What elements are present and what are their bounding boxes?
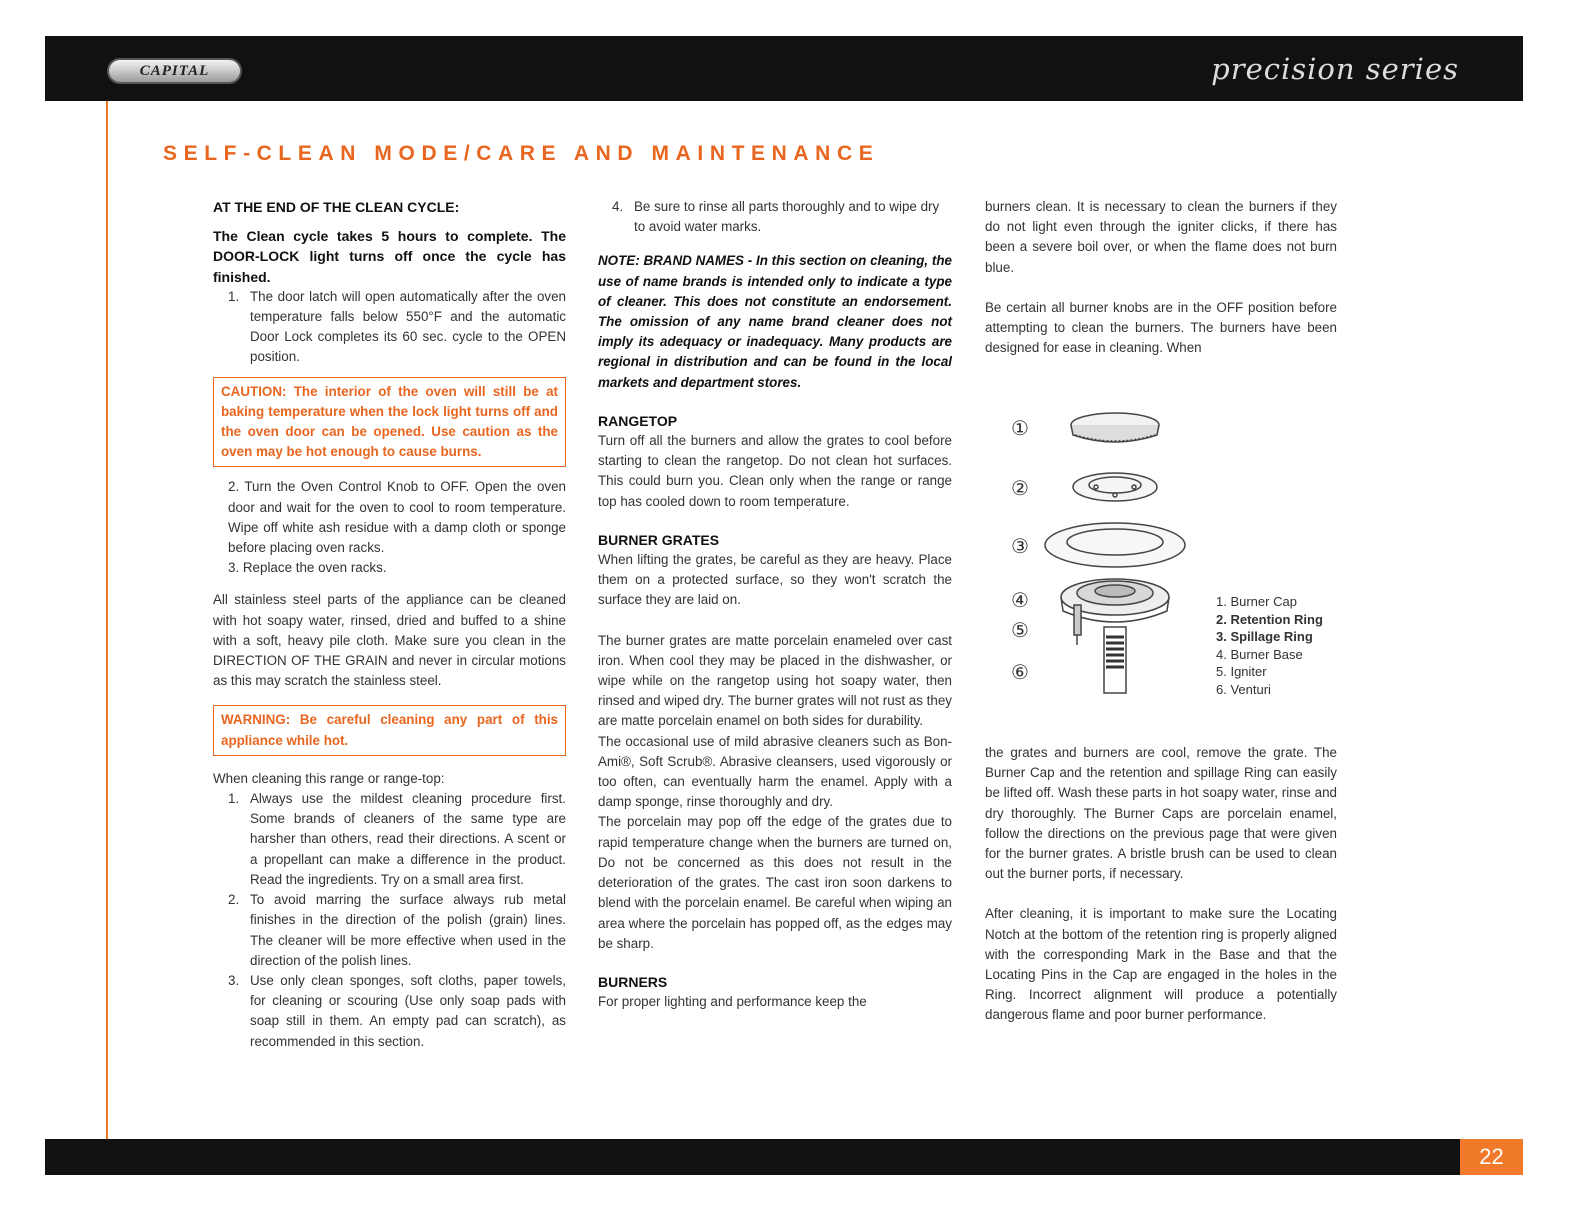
step-list xyxy=(213,477,566,578)
list-item xyxy=(598,197,952,237)
warning-box: WARNING: Be careful cleaning any part of this appliance while hot. xyxy=(213,705,566,755)
list-item xyxy=(228,890,566,971)
margin-rule xyxy=(106,101,108,1141)
brand-names-note: NOTE: BRAND NAMES - In this section on cleaning, the use of name brands is intended only to indicate a type of cleaner. This does not constitute an endorsement. The omission of any name brand cleaner does not imply its adequacy or inadequacy. Many products are regional in distribution and can be found in the local markets and department stores. xyxy=(598,253,952,390)
page-number: 22 xyxy=(1460,1139,1523,1175)
grates-text: The burner grates are matte porcelain enameled over cast iron. When cool they may be placed in the dishwasher, or wipe while on the rangetop using hot soapy water, then rinsed and wiped dry. The burner grates will not rust as they are matte porcelain enamel on both sides for durability. xyxy=(598,632,952,729)
legend-item: 2. Retention Ring xyxy=(1216,611,1323,627)
figure-number-4: ④ xyxy=(1011,588,1029,612)
section-heading: AT THE END OF THE CLEAN CYCLE: xyxy=(213,199,460,215)
column-middle xyxy=(598,197,952,1012)
burners-text: burners clean. It is necessary to clean the burners if they do not light even through the igniter clicks, if there has been a severe boil over, or when the flame does not burn blue. xyxy=(985,199,1337,275)
page-title: SELF-CLEAN MODE/CARE AND MAINTENANCE xyxy=(163,142,880,165)
when-cleaning-text: When cleaning this range or range-top: xyxy=(213,770,445,786)
list-item xyxy=(228,971,566,1052)
list-number: 1. xyxy=(228,288,240,304)
header-bar xyxy=(45,36,1523,101)
knobs-text: Be certain all burner knobs are in the OFF position before attempting to clean the burners. The burners have been designed for ease in cleaning. When xyxy=(985,299,1337,356)
legend-item: 6. Venturi xyxy=(1216,681,1271,697)
list-item xyxy=(228,287,566,368)
figure-number-5: ⑤ xyxy=(1011,618,1029,642)
figure-number-6: ⑥ xyxy=(1011,660,1029,684)
intro-text: The Clean cycle takes 5 hours to complete. The DOOR-LOCK light turns off once the cycle has finished. xyxy=(213,228,566,285)
series-title: precision series xyxy=(1211,52,1459,86)
step-list xyxy=(213,287,566,368)
legend-item: 1. Burner Cap xyxy=(1216,594,1297,609)
column-right xyxy=(985,197,1337,358)
legend-item: 4. Burner Base xyxy=(1216,646,1303,662)
rangetop-heading: RANGETOP xyxy=(598,412,678,429)
rangetop-text: Turn off all the burners and allow the grates to cool before starting to clean the rangetop. Do not clean hot surfaces. This could burn you. Clean only when the range or range top has cooled down to room temperature. xyxy=(598,433,952,509)
column-right-lower xyxy=(985,743,1337,1026)
legend-item: 3. Spillage Ring xyxy=(1216,629,1313,644)
figure-number-2: ② xyxy=(1011,476,1029,500)
igniter-shape xyxy=(1074,605,1081,645)
burner-cap-shape xyxy=(1071,413,1159,442)
list-text: Use only clean sponges, soft cloths, paper towels, for cleaning or scouring (Use only soap pads with soap still in them. An empty pad can scratch), as recommended in this section. xyxy=(250,972,566,1049)
list-text: To avoid marring the surface always rub metal finishes in the direction of the polish (grain) lines. The cleaner will be more effective when used in the direction of the polish lines. xyxy=(250,892,566,968)
cleaning-list xyxy=(213,789,566,1052)
burner-grates-heading: BURNER GRATES xyxy=(598,531,720,548)
list-item: 2. Turn the Oven Control Knob to OFF. Open the oven door and wait for the oven to cool to room temperature. Wipe off white ash residue with a damp cloth or sponge before placing oven racks. xyxy=(228,479,566,556)
list-number: 1. xyxy=(228,791,240,807)
spillage-ring-shape xyxy=(1045,523,1185,567)
list-item: 3. Replace the oven racks. xyxy=(228,560,387,576)
footer-bar xyxy=(45,1139,1523,1175)
list-text: Always use the mildest cleaning procedure first. Some brands of cleaners of the same type are harsher than others, read their directions. A scent or a propellant can make a difference in the product. Read the ingredients. Try on a small area first. xyxy=(250,791,566,887)
cleaning-burners-text: the grates and burners are cool, remove the grate. The Burner Cap and the retention and spillage Ring can easily be lifted off. Wash these parts in hot soapy water, rinse and dry thoroughly. The Burner Caps are porcelain enamel, follow the directions on the previous page that were given for the burner grates. A bristle brush can be used to clean out the burner ports, if necessary. xyxy=(985,745,1337,882)
list-number: 3. xyxy=(228,972,240,988)
figure-legend xyxy=(1216,593,1323,698)
grates-text: The occasional use of mild abrasive cleaners such as Bon-Ami®, Soft Scrub®. Abrasive cleansers, used vigorously or too often, can eventually harm the enamel. Apply with a damp sponge, rinse thoroughly and dry. xyxy=(598,733,952,810)
grates-text: The porcelain may pop off the edge of the grates due to rapid temperature change when the burners are turned on, Do not be concerned as this does not result in the deterioration of the grates. The cast iron soon darkens to blend with the porcelain enamel. Be careful when wiping an area where the porcelain has popped off, as the edges may be sharp. xyxy=(598,814,952,951)
list-item xyxy=(228,789,566,890)
legend-item: 5. Igniter xyxy=(1216,664,1267,679)
figure-number-1: ① xyxy=(1011,416,1029,440)
burners-text: For proper lighting and performance keep the xyxy=(598,994,867,1010)
list-number: 4. xyxy=(612,199,624,214)
stainless-text: All stainless steel parts of the appliance can be cleaned with hot soapy water, rinsed, dried and buffed to a shine with a soft, heavy pile cloth. Make sure you clean in the DIRECTION OF THE GRAIN and never in circular motions as this may scratch the stainless steel. xyxy=(213,592,566,689)
burners-heading: BURNERS xyxy=(598,973,668,990)
retention-ring-shape xyxy=(1073,473,1157,501)
grates-text: When lifting the grates, be careful as they are heavy. Place them on a protected surface, so they won't scratch the surface they are laid on. xyxy=(598,552,952,608)
alignment-text: After cleaning, it is important to make sure the Locating Notch at the bottom of the retention ring is properly aligned with the corresponding Mark in the Base and that the Locating Pins in the Cap are engaged in the holes in the Ring. Incorrect alignment will produce a potentially dangerous flame and poor burner performance. xyxy=(985,906,1337,1023)
figure-number-3: ③ xyxy=(1011,534,1029,558)
venturi-shape xyxy=(1104,627,1126,693)
list-text: Be sure to rinse all parts thoroughly and to wipe dry to avoid water marks. xyxy=(634,199,940,235)
list-text: The door latch will open automatically after the oven temperature falls below 550°F and the automatic Door Lock completes its 60 sec. cycle to the OPEN position. xyxy=(250,288,566,365)
list-number: 2. xyxy=(228,892,240,908)
caution-box: CAUTION: The interior of the oven will still be at baking temperature when the lock light turns off and the oven door can be opened. Use caution as the oven may be hot enough to cause burns. xyxy=(213,377,566,468)
capital-logo: CAPITAL xyxy=(107,58,242,84)
column-left xyxy=(213,197,566,1052)
